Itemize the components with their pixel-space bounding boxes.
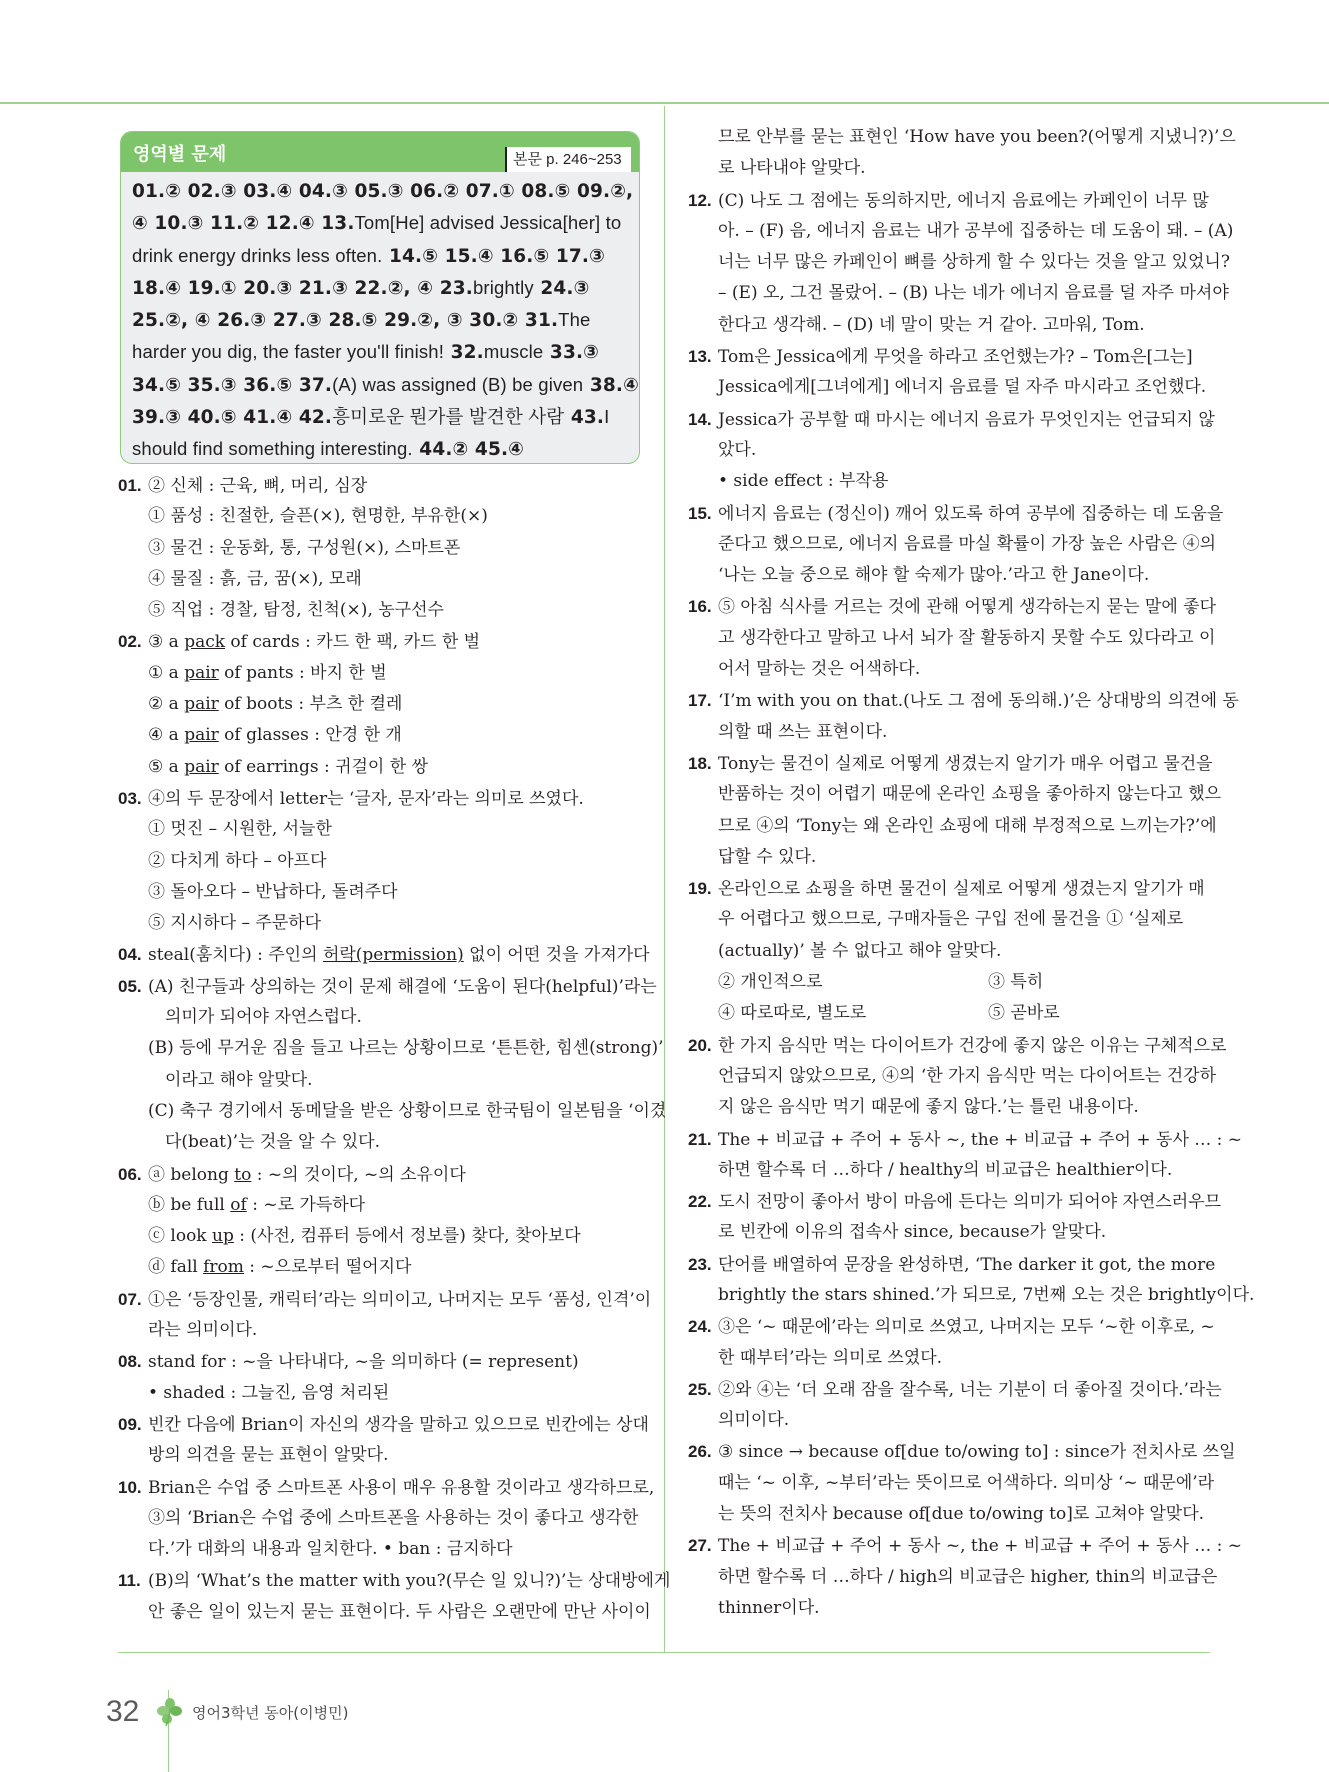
explanation-line bbox=[688, 904, 1214, 935]
explanation-line bbox=[118, 1159, 648, 1190]
answer-line bbox=[132, 401, 627, 433]
explanation-text: The + 비교급 + 주어 + 동사 ~, the + 비교급 + 주어 + 동사 … : ~ bbox=[718, 1129, 1243, 1150]
explanation-line bbox=[118, 1503, 648, 1534]
answer-line bbox=[132, 336, 627, 368]
explanation-line bbox=[118, 1252, 648, 1283]
explanation-text: 아. – (F) 음, 에너지 음료는 내가 공부에 집중하는 데 도움이 돼. – (A) bbox=[718, 220, 1234, 241]
explanation-text: (C) 나도 그 점에는 동의하지만, 에너지 음료에는 카페인이 너무 많 bbox=[718, 190, 1209, 211]
explanation-line bbox=[688, 1124, 1243, 1155]
bottom-rule bbox=[118, 1652, 1210, 1653]
explanation-line bbox=[118, 1440, 648, 1471]
right-column bbox=[688, 122, 1255, 1624]
answer-line-text bbox=[132, 304, 591, 336]
explanation-text: 어서 말하는 것은 어색하다. bbox=[718, 659, 921, 680]
explanation-text: (B) 등에 무거운 짐을 들고 나르는 상황이므로 ‘튼튼한, 힘센(strong)’ bbox=[148, 1038, 664, 1059]
explanation-text: 지 않은 음식만 먹기 때문에 좋지 않다.’는 틀린 내용이다. bbox=[718, 1097, 1139, 1118]
explanation-text: 이라고 해야 알맞다. bbox=[165, 1069, 313, 1090]
question-number: 01. bbox=[118, 476, 142, 495]
answer-line-text bbox=[132, 369, 639, 401]
answer-number: 25.②, ④ 26.③ 27.③ 28.⑤ 29.②, ③ 30.② 31. bbox=[132, 310, 559, 332]
explanation-line bbox=[118, 1096, 667, 1127]
written-answer: 흥미로운 뭔가를 발견한 사람 bbox=[332, 406, 565, 428]
explanation-line bbox=[688, 717, 1214, 748]
explanation-line bbox=[688, 1186, 1222, 1217]
answer-line bbox=[132, 433, 627, 464]
explanation-text: of glasses : 안경 한 개 bbox=[218, 725, 402, 746]
explanation-text: 았다. bbox=[718, 439, 757, 460]
explanation-text: of cards : 카드 한 팩, 카드 한 벌 bbox=[225, 632, 481, 653]
explanation-text: ⓐ belong bbox=[148, 1164, 235, 1185]
explanation-line bbox=[688, 560, 1214, 591]
explanation-line bbox=[688, 1061, 1217, 1092]
question-number: 22. bbox=[688, 1192, 712, 1212]
explanation-line bbox=[688, 779, 1222, 810]
page-reference: 본문 p. 246~253 bbox=[505, 147, 631, 172]
question-number: 16. bbox=[688, 597, 712, 617]
explanation-text: ①은 ‘등장인물, 캐릭터’라는 의미이고, 나머지는 모두 ‘품성, 인격’이 bbox=[148, 1289, 652, 1310]
explanation-line bbox=[118, 1534, 648, 1565]
explanation-line bbox=[118, 1315, 648, 1346]
explanation-text: 빈칸 다음에 Brian이 자신의 생각을 말하고 있으므로 빈칸에는 상대 bbox=[148, 1414, 649, 1435]
explanation-line bbox=[688, 748, 1214, 779]
explanation-text: The + 비교급 + 주어 + 동사 ~, the + 비교급 + 주어 + 동사 … : ~ bbox=[718, 1536, 1243, 1557]
explanation-text: 우 어렵다고 했으므로, 구매자들은 구입 전에 물건을 ① ‘실제로 bbox=[718, 909, 1184, 930]
written-answer: brightly bbox=[472, 276, 534, 298]
explanation-line bbox=[118, 1409, 648, 1440]
explanation-text: 방의 의견을 묻는 표현이 알맞다. bbox=[148, 1445, 389, 1466]
explanation-text: ⑤ 지시하다 – 주문하다 bbox=[148, 913, 322, 934]
underlined-word: of bbox=[230, 1194, 247, 1215]
explanation-text: Jessica에게[그녀에게] 에너지 음료를 덜 자주 마시라고 조언했다. bbox=[718, 377, 1207, 398]
question-number: 26. bbox=[688, 1442, 712, 1462]
explanation-line bbox=[118, 971, 657, 1002]
question-number: 19. bbox=[688, 879, 712, 899]
answer-number: 14.⑤ 15.④ 16.⑤ 17.③ bbox=[382, 245, 605, 267]
answer-line-text bbox=[132, 176, 633, 207]
question-number: 11. bbox=[118, 1571, 141, 1591]
explanation-line bbox=[118, 720, 648, 751]
answer-line bbox=[132, 304, 627, 336]
underlined-word: to bbox=[234, 1164, 252, 1185]
explanation-line bbox=[688, 1374, 1222, 1405]
explanation-line bbox=[118, 626, 648, 657]
explanation-text: stand for : ~을 나타내다, ~을 의미하다 (= represent) bbox=[148, 1352, 579, 1373]
explanation-line bbox=[118, 752, 648, 783]
explanation-text: 는 뜻의 전치사 because of[due to/owing to]로 고쳐야 알맞다. bbox=[718, 1504, 1205, 1525]
explanation-text: ⓑ be full bbox=[148, 1194, 231, 1215]
explanation-line bbox=[688, 1562, 1218, 1593]
written-answer: muscle bbox=[483, 341, 544, 363]
explanation-text: 고 생각한다고 말하고 나서 뇌가 잘 활동하지 못할 수도 있다라고 이 bbox=[718, 627, 1216, 648]
explanation-text: of boots : 부츠 한 켤레 bbox=[218, 694, 403, 715]
explanation-text: 안 좋은 일이 있는지 묻는 표현이다. 두 사람은 오랜만에 만난 사이이 bbox=[148, 1601, 651, 1622]
answer-line-text bbox=[132, 401, 609, 433]
explanation-text: 로 빈칸에 이유의 접속사 since, because가 알맞다. bbox=[718, 1222, 1107, 1243]
written-answer: should find something interesting. bbox=[132, 438, 413, 460]
answer-number: 34.⑤ 35.③ 36.⑤ 37. bbox=[132, 374, 333, 396]
question-number: 09. bbox=[118, 1414, 142, 1434]
explanation-text: 하면 할수록 더 …하다 / high의 비교급은 higher, thin의 비교급은 bbox=[718, 1566, 1218, 1587]
explanation-line bbox=[118, 846, 648, 877]
question-number: 20. bbox=[688, 1035, 712, 1055]
question-number: 13. bbox=[688, 347, 712, 367]
explanation-text: : (사전, 컴퓨터 등에서 정보를) 찾다, 찾아보다 bbox=[233, 1226, 581, 1247]
explanation-line bbox=[118, 814, 648, 845]
explanation-text: brightly the stars shined.’가 되므로, 7번째 오는 것은 brightly이다. bbox=[718, 1284, 1255, 1305]
explanation-line bbox=[688, 623, 1214, 654]
leaf-icon bbox=[157, 1697, 183, 1727]
question-number: 05. bbox=[118, 976, 142, 996]
underlined-word: pair bbox=[184, 725, 219, 746]
question-number: 07. bbox=[118, 1289, 142, 1309]
explanation-line bbox=[118, 1284, 652, 1315]
explanation-line bbox=[118, 595, 648, 626]
explanation-text: : ~의 것이다, ~의 소유이다 bbox=[251, 1164, 466, 1185]
explanation-text: ② a bbox=[148, 694, 185, 715]
explanation-line bbox=[688, 310, 1214, 341]
explanation-text: ③ 돌아오다 – 반납하다, 돌려주다 bbox=[148, 881, 398, 902]
explanation-line bbox=[118, 1346, 648, 1377]
explanation-line bbox=[688, 529, 1217, 560]
explanation-line bbox=[688, 1280, 1255, 1311]
explanation-line bbox=[688, 372, 1214, 403]
explanation-text: (C) 축구 경기에서 동메달을 받은 상황이므로 한국팀이 일본팀을 ‘이겼 bbox=[148, 1100, 667, 1121]
explanation-text: 단어를 배열하여 문장을 완성하면, ‘The darker it got, the more bbox=[718, 1254, 1216, 1275]
explanation-line bbox=[688, 1593, 1214, 1624]
explanation-line bbox=[688, 153, 1214, 184]
explanation-line bbox=[688, 435, 1214, 466]
explanation-line bbox=[118, 501, 648, 532]
explanation-text: 하면 할수록 더 …하다 / healthy의 비교급은 healthier이다. bbox=[718, 1159, 1173, 1180]
answer-number: 44.② 45.④ bbox=[412, 439, 524, 461]
underlined-word: from bbox=[203, 1257, 244, 1278]
explanation-text: ⑤ a bbox=[148, 756, 185, 777]
explanation-text: 므로 안부를 묻는 표현인 ‘How have you been?(어떻게 지냈니?)’으 bbox=[718, 127, 1236, 147]
explanation-text: 한 가지 음식만 먹는 다이어트가 건강에 좋지 않은 이유는 구체적으로 bbox=[718, 1035, 1227, 1056]
option-text: ⑤ 곧바로 bbox=[988, 1003, 1060, 1024]
explanation-text: 준다고 했으므로, 에너지 음료를 마실 확률이 가장 높은 사람은 ④의 bbox=[718, 533, 1217, 554]
answer-key-list bbox=[121, 172, 639, 464]
explanation-text: Tony는 물건이 실제로 어떻게 생겼는지 알기가 매우 어렵고 물건을 bbox=[718, 753, 1213, 774]
underlined-word: pair bbox=[184, 662, 219, 683]
explanation-line bbox=[118, 564, 648, 595]
explanation-line bbox=[118, 1065, 648, 1096]
explanation-line bbox=[688, 1311, 1214, 1342]
explanation-line bbox=[688, 1499, 1214, 1530]
answer-line bbox=[132, 369, 639, 401]
explanation-line bbox=[688, 122, 1236, 153]
explanation-line bbox=[688, 1530, 1243, 1561]
explanation-line bbox=[118, 658, 648, 689]
explanation-line bbox=[688, 498, 1224, 529]
answer-box bbox=[120, 131, 640, 464]
explanation-line bbox=[688, 685, 1239, 716]
explanation-text: ③ a bbox=[148, 632, 185, 653]
written-answer: The bbox=[558, 309, 591, 331]
explanation-line bbox=[688, 1155, 1214, 1186]
explanation-line bbox=[688, 404, 1214, 435]
explanation-text: ③ since → because of[due to/owing to] : since가 전치사로 쓰일 bbox=[718, 1442, 1236, 1463]
explanation-text: 도시 전망이 좋아서 방이 마음에 든다는 의미가 되어야 자연스러우므 bbox=[718, 1192, 1222, 1213]
explanation-text: – (E) 오, 그건 몰랐어. – (B) 나는 네가 에너지 음료를 덜 자주 마셔야 bbox=[718, 283, 1229, 304]
explanation-line bbox=[688, 842, 1214, 873]
explanation-line bbox=[118, 908, 648, 939]
explanation-text: 언급되지 않았으므로, ④의 ‘한 가지 음식만 먹는 다이어트는 건강하 bbox=[718, 1065, 1217, 1086]
underlined-word: pair bbox=[184, 694, 219, 715]
written-answer: Tom[He] advised Jessica[her] to bbox=[354, 212, 622, 234]
explanation-line bbox=[688, 247, 1230, 278]
answer-line-text bbox=[132, 240, 605, 272]
column-divider bbox=[664, 106, 665, 1652]
answer-number: 43. bbox=[564, 407, 605, 429]
explanation-line bbox=[688, 1092, 1214, 1123]
explanation-text: 다.’가 대화의 내용과 일치한다. • ban : 금지하다 bbox=[148, 1539, 513, 1560]
question-number: 23. bbox=[688, 1254, 712, 1274]
explanation-line bbox=[688, 1343, 1214, 1374]
explanation-text: ‘I’m with you on that.(나도 그 점에 동의해.)’은 상대방의 의견에 동 bbox=[718, 691, 1239, 712]
explanation-line bbox=[118, 1127, 648, 1158]
explanation-line bbox=[688, 654, 1214, 685]
question-number: 04. bbox=[118, 945, 142, 965]
answer-line bbox=[132, 176, 634, 207]
question-number: 15. bbox=[688, 503, 712, 523]
explanation-text: 한 때부터’라는 의미로 쓰였다. bbox=[718, 1347, 943, 1368]
question-number: 24. bbox=[688, 1317, 712, 1337]
explanation-text: 한다고 생각해. – (D) 네 말이 맞는 거 같아. 고마워, Tom. bbox=[718, 314, 1145, 335]
answer-line-text bbox=[132, 336, 599, 368]
explanation-line bbox=[118, 877, 648, 908]
answer-line bbox=[132, 207, 627, 239]
answer-number: ④ 10.③ 11.② 12.④ 13. bbox=[132, 213, 355, 235]
option-pair-line bbox=[688, 998, 1214, 1029]
left-column bbox=[118, 470, 671, 1628]
explanation-line bbox=[688, 341, 1214, 372]
question-number: 21. bbox=[688, 1129, 712, 1149]
explanation-text: (A) 친구들과 상의하는 것이 문제 해결에 ‘도움이 된다(helpful)’라는 bbox=[148, 976, 657, 997]
explanation-text: ③은 ‘~ 때문에’라는 의미로 쓰였고, 나머지는 모두 ‘~한 이후로, ~ bbox=[718, 1317, 1215, 1338]
explanation-line bbox=[118, 1472, 655, 1503]
explanation-text: • shaded : 그늘진, 음영 처리된 bbox=[148, 1382, 390, 1403]
explanation-text: Brian은 수업 중 스마트폰 사용이 매우 유용할 것이라고 생각하므로, bbox=[148, 1477, 655, 1498]
explanation-line bbox=[688, 1217, 1214, 1248]
explanation-line bbox=[118, 1565, 671, 1596]
explanation-text: 답할 수 있다. bbox=[718, 846, 817, 867]
answer-box-title: 영역별 문제 bbox=[133, 144, 227, 165]
question-number: 17. bbox=[688, 691, 712, 711]
explanation-text: ‘나는 오늘 중으로 해야 할 숙제가 많아.’라고 한 Jane이다. bbox=[718, 565, 1150, 586]
underlined-word: up bbox=[212, 1226, 234, 1247]
answer-number: 01.② 02.③ 03.④ 04.③ 05.③ 06.② 07.① 08.⑤ 09.②, bbox=[132, 181, 634, 202]
explanation-line bbox=[118, 783, 648, 814]
top-rule bbox=[0, 102, 1329, 104]
underlined-word: pair bbox=[184, 756, 219, 777]
option-text: ④ 따로따로, 별도로 bbox=[718, 1003, 867, 1024]
explanation-line bbox=[118, 470, 648, 501]
explanation-text: 때는 ‘~ 이후, ~부터’라는 뜻이므로 어색하다. 의미상 ‘~ 때문에’라 bbox=[718, 1472, 1215, 1493]
answer-line-text bbox=[132, 433, 524, 464]
answer-line bbox=[132, 240, 627, 272]
answer-number: 18.④ 19.① 20.③ 21.③ 22.②, ④ 23. bbox=[132, 277, 473, 299]
option-text: ③ 특히 bbox=[988, 972, 1044, 993]
explanation-text: 에너지 음료는 (정신이) 깨어 있도록 하여 공부에 집중하는 데 도움을 bbox=[718, 503, 1224, 524]
question-number: 08. bbox=[118, 1352, 142, 1372]
book-title: 영어3학년 동아(이병민) bbox=[192, 1704, 349, 1722]
explanation-line bbox=[688, 185, 1214, 216]
explanation-line bbox=[118, 533, 648, 564]
explanation-text: 의할 때 쓰는 표현이다. bbox=[718, 721, 888, 742]
explanation-line bbox=[688, 216, 1234, 247]
explanation-line bbox=[688, 466, 1214, 497]
explanation-text: : ~으로부터 떨어지다 bbox=[243, 1257, 412, 1278]
explanation-line bbox=[118, 1190, 648, 1221]
explanation-text: ② 신체 : 근육, 뼈, 머리, 심장 bbox=[148, 476, 368, 496]
explanation-text: of earrings : 귀걸이 한 쌍 bbox=[218, 756, 429, 777]
explanation-text: ⓒ look bbox=[148, 1226, 213, 1247]
explanation-line bbox=[688, 278, 1229, 309]
explanation-text: • side effect : 부작용 bbox=[718, 471, 889, 492]
explanation-text: 므로 ④의 ‘Tony는 왜 온라인 쇼핑에 대해 부정적으로 느끼는가?’에 bbox=[718, 815, 1217, 836]
explanation-line bbox=[688, 1030, 1227, 1061]
explanation-line bbox=[688, 1405, 1214, 1436]
explanation-text: ④의 두 문장에서 letter는 ‘글자, 문자’라는 의미로 쓰였다. bbox=[148, 788, 584, 809]
explanation-text: thinner이다. bbox=[718, 1597, 820, 1618]
written-answer: I bbox=[604, 406, 610, 428]
answer-number: 24.③ bbox=[533, 277, 590, 299]
explanation-text: ②와 ④는 ‘더 오래 잠을 잘수록, 너는 기분이 더 좋아질 것이다.’라는 bbox=[718, 1379, 1222, 1400]
explanation-text: (B)의 ‘What’s the matter with you?(무슨 일 있니?)’는 상대방에게 bbox=[148, 1571, 671, 1592]
question-number: 25. bbox=[688, 1379, 712, 1399]
question-number: 03. bbox=[118, 788, 142, 808]
explanation-text: ⑤ 아침 식사를 거르는 것에 관해 어떻게 생각하는지 묻는 말에 좋다 bbox=[718, 597, 1217, 618]
written-answer: harder you dig, the faster you'll finish! bbox=[132, 341, 445, 363]
answer-number: 33.③ bbox=[543, 342, 599, 364]
explanation-text: ④ 물질 : 흙, 금, 꿈(×), 모래 bbox=[148, 568, 362, 589]
explanation-text: 너는 너무 많은 카페인이 뼈를 상하게 할 수 있다는 것을 알고 있었니? bbox=[718, 252, 1230, 273]
page-number: 32 bbox=[106, 1695, 140, 1728]
answer-line-text bbox=[132, 272, 589, 304]
answer-number: 38.④ bbox=[583, 374, 639, 396]
question-number: 06. bbox=[118, 1164, 142, 1184]
explanation-text: 로 나타내야 알맞다. bbox=[718, 158, 866, 179]
explanation-text: ⑤ 직업 : 경찰, 탐정, 친척(×), 농구선수 bbox=[148, 600, 444, 621]
option-text: ② 개인적으로 bbox=[718, 972, 823, 993]
explanation-text: ① a bbox=[148, 662, 185, 683]
explanation-text: 없이 어떤 것을 가져가다 bbox=[463, 945, 650, 966]
explanation-line bbox=[688, 1436, 1236, 1467]
explanation-text: : ~로 가득하다 bbox=[246, 1194, 366, 1215]
explanation-text: 의미가 되어야 자연스럽다. bbox=[165, 1007, 362, 1028]
explanation-text: 라는 의미이다. bbox=[148, 1320, 258, 1341]
explanation-line bbox=[118, 1378, 648, 1409]
answer-box-header bbox=[121, 132, 639, 172]
question-number: 27. bbox=[688, 1536, 712, 1556]
explanation-line bbox=[688, 1249, 1214, 1280]
question-number: 12. bbox=[688, 190, 712, 210]
question-number: 02. bbox=[118, 632, 142, 652]
explanation-text: ③ 물건 : 운동화, 통, 구성원(×), 스마트폰 bbox=[148, 537, 461, 558]
option-pair-line bbox=[688, 967, 1214, 998]
explanation-text: ① 멋진 – 시원한, 서늘한 bbox=[148, 819, 332, 840]
explanation-text: ③의 ‘Brian은 수업 중에 스마트폰을 사용하는 것이 좋다고 생각한 bbox=[148, 1507, 639, 1528]
explanation-text: Jessica가 공부할 때 마시는 에너지 음료가 무엇인지는 언급되지 않 bbox=[718, 409, 1215, 430]
explanation-text: ⓓ fall bbox=[148, 1257, 204, 1278]
question-number: 14. bbox=[688, 409, 712, 429]
explanation-line bbox=[118, 939, 648, 970]
explanation-line bbox=[688, 936, 1214, 967]
explanation-text: ① 품성 : 친절한, 슬픈(×), 현명한, 부유한(×) bbox=[148, 506, 488, 527]
explanation-line bbox=[688, 873, 1214, 904]
explanation-text: 의미이다. bbox=[718, 1410, 790, 1431]
answer-line bbox=[132, 272, 627, 304]
explanation-line bbox=[118, 1033, 664, 1064]
underlined-word: 허락(permission) bbox=[322, 945, 464, 966]
explanation-text: ④ a bbox=[148, 725, 185, 746]
explanation-text: 반품하는 것이 어렵기 때문에 온라인 쇼핑을 좋아하지 않는다고 했으 bbox=[718, 784, 1222, 805]
written-answer: (A) was assigned (B) be given bbox=[332, 373, 584, 395]
explanation-text: (actually)’ 볼 수 없다고 해야 알맞다. bbox=[718, 940, 1002, 961]
explanation-text: of pants : 바지 한 벌 bbox=[218, 662, 387, 683]
answer-number: 39.③ 40.⑤ 41.④ 42. bbox=[132, 407, 333, 429]
explanation-text: ② 다치게 하다 – 아프다 bbox=[148, 850, 327, 871]
explanation-line bbox=[688, 811, 1217, 842]
underlined-word: pack bbox=[184, 632, 226, 653]
explanation-line bbox=[118, 1221, 648, 1252]
explanation-line bbox=[688, 1468, 1214, 1499]
answer-number: 32. bbox=[444, 342, 484, 364]
question-number: 18. bbox=[688, 753, 712, 773]
written-answer: drink energy drinks less often. bbox=[132, 244, 383, 266]
explanation-text: 다(beat)’는 것을 알 수 있다. bbox=[165, 1132, 380, 1153]
explanation-text: steal(훔치다) : 주인의 bbox=[148, 945, 323, 966]
explanation-text: 온라인으로 쇼핑을 하면 물건이 실제로 어떻게 생겼는지 알기가 매 bbox=[718, 879, 1205, 900]
answer-line-text bbox=[132, 207, 621, 239]
explanation-line bbox=[118, 1597, 651, 1628]
explanation-line bbox=[118, 1002, 648, 1033]
explanation-line bbox=[118, 689, 648, 720]
explanation-text: Tom은 Jessica에게 무엇을 하라고 조언했는가? – Tom은[그는] bbox=[718, 347, 1193, 368]
question-number: 10. bbox=[118, 1477, 142, 1497]
explanation-line bbox=[688, 591, 1217, 622]
